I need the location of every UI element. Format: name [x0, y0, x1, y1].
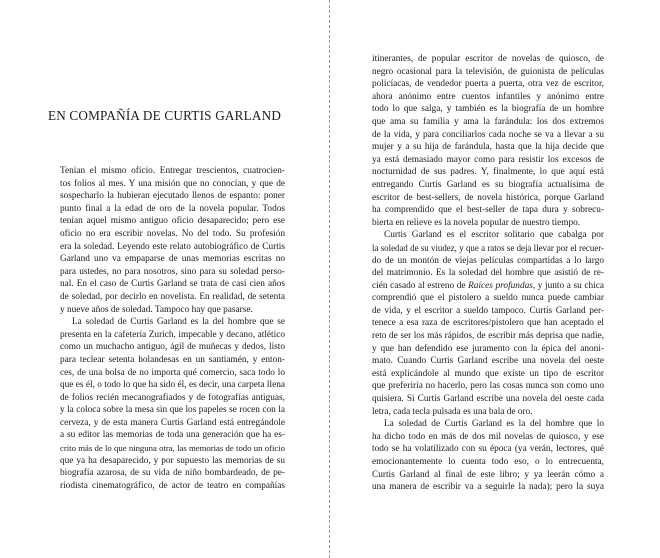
paragraph: [60, 316, 285, 492]
text-line: todo lo que salga, y también es la biografía de un hombre: [372, 104, 604, 115]
paragraph: [372, 229, 604, 418]
text-line: y nueve años de soledad. Tampoco hay que pasarse.: [60, 304, 253, 315]
text-line: bierta en relieve es la novela popular de nuestro tiempo.: [372, 217, 581, 228]
text-line: oficio no era escribir novelas. No del todo. Su profesión: [60, 228, 285, 239]
left-page: [0, 0, 329, 558]
paragraph: [372, 418, 604, 494]
chapter-title: EN COMPAÑÍA DE CURTIS GARLAND: [47, 108, 282, 123]
left-page-text: [60, 165, 285, 492]
text-line: de soledad, por decirlo en novelista. En realidad, de setenta: [60, 291, 285, 302]
text-line: ahora anónimo entre cuentos infantiles y anónimo entre: [372, 91, 604, 102]
text-line: Garland uno va empaparse de unas memorias escritas no: [60, 254, 285, 265]
text-line: ya está demasiado mayor como para resistir los excesos de: [372, 154, 604, 165]
text-line: comprendió que el pistolero a sueldo nunca puede cambiar: [372, 293, 604, 304]
text-line: tos folios al mes. Y una misión que no conocían, y que de: [60, 178, 285, 189]
text-line: sospecharlo la hubieran ejecutado llenos de espanto: poner: [60, 191, 285, 202]
text-line: todo se ha volatilizado con su época (ya verán, lectores, qué: [372, 444, 604, 455]
text-line: emocionantemente lo cuenta todo eso, o lo entrecuenta,: [372, 457, 604, 467]
text-line: quisiera. Si Curtis Garland escribe una novela del oeste cada: [372, 394, 604, 405]
text-line: nocturnidad de sus padres. Y, finalmente, lo que aquí está: [372, 167, 604, 178]
text-line: a su editor las memorias de toda una generación que ha es-: [60, 430, 285, 441]
text-line: que ya ha desaparecido, y por supuesto las memorias de su: [60, 455, 285, 466]
text-line: la soledad de su viudez, y que a ratos se deja llevar por el recuer-: [372, 242, 604, 253]
text-line: para teclear setenta holandesas en un santiamén, y enton-: [60, 354, 285, 365]
text-line: para ustedes, no para nosotros, sino para su soledad perso-: [60, 266, 285, 277]
text-line: como un muchacho antiguo, ágil de muñecas y dedos, listo: [60, 342, 285, 353]
text-line: Curtis Garland al final de este libro; y ya leerán cómo a: [372, 469, 604, 480]
text-line: escritor de best-sellers, de novela histórica, porque Garland: [372, 192, 604, 203]
text-line: tenece a esa raza de escritores/pistolero que han aceptado el: [372, 318, 604, 329]
text-line: biografía azarosa, de su vida de niño bombardeado, de pe-: [60, 468, 285, 479]
text-line: de la vida, y para conciliarlos cada noche se va a llevar a su: [372, 129, 604, 140]
text-line: crito más de lo que ninguna otra, las memorias de todo un oficio: [60, 443, 285, 454]
text-line: Curtis Garland es el escritor solitario que cabalga por: [384, 230, 604, 241]
text-line: que es él, o todo lo que ha sido él, es decir, una carpeta llena: [60, 380, 285, 391]
text-line: que preferiría no hacerlo, pero las cosas nunca son como uno: [372, 381, 604, 392]
text-line: de folios recién mecanografiados y de fotografías antiguas,: [60, 392, 285, 403]
text-line: era la soledad. Leyendo este relato autobiográfico de Curtis: [60, 241, 285, 252]
text-line: una manera de escribir va a seguirle la nada); pero la suya: [372, 482, 604, 493]
text-line: nal. En el caso de Curtis Garland se trata de casi cien años: [60, 279, 285, 290]
text-line: letra, cada tecla pulsada es una bala de oro.: [372, 406, 533, 417]
text-line: entregando Curtis Garland es su biografía actualísima de: [372, 179, 604, 190]
text-line: reto de ser los más rápidos, de escribir más deprisa que nadie,: [372, 331, 604, 342]
text-line: Tenían el mismo oficio. Entregar trescientos, cuatrocien-: [60, 166, 285, 176]
text-line: negro ocasional para la televisión, de guionista de películas: [372, 66, 604, 77]
paragraph: [60, 165, 285, 316]
text-line: ces, de una bolsa de no importa qué comercio, saca todo lo: [60, 367, 285, 378]
film-title: Raíces profundas: [468, 280, 533, 291]
text-line: de vida, y el escritor a sueldo tampoco. Curtis Garland per-: [372, 305, 604, 316]
text-line: mato. Cuando Curtis Garland escribe una novela del oeste: [372, 356, 604, 367]
text-line: policíacas, de vendedor puerta a puerta, otra vez de escritor,: [372, 79, 604, 90]
text-line: está explicándole al mundo que existe un tipo de escritor: [372, 368, 604, 379]
text-line: itinerantes, de popular escritor de novelas de quiosco, de: [372, 54, 604, 64]
text-line: punto final a la edad de oro de la novela popular. Todos: [60, 203, 285, 214]
text-line: mujer y a su hija de farándula, hasta que la hija decide que: [372, 142, 604, 153]
text-line: del matrimonio. Es la soledad del hombre que asistió de re-: [372, 268, 604, 279]
text-line: ha dicho todo en más de dos mil novelas de quiosco, y ese: [372, 431, 604, 442]
text-line: presenta en la cafetería Zurich, impecable y decano, atlético: [60, 329, 285, 340]
text-line: cerveza, y de esta manera Curtis Garland está entregándole: [60, 417, 285, 428]
text-line: y la coloca sobre la mesa sin que los papeles se rocen con la: [60, 405, 285, 416]
text-line: La soledad de Curtis Garland es la del hombre que lo: [384, 419, 604, 430]
page-gutter-divider: [329, 0, 330, 558]
text-line: riodista cinematográfico, de actor de teatro en compañías: [60, 480, 285, 491]
right-page-text: [372, 53, 604, 494]
text-line: do de un montón de viejas películas compartidas a lo largo: [372, 255, 604, 266]
text-line: cién casado al estreno de Raíces profundas, y junto a su chica: [372, 280, 604, 291]
text-line: y que han defendido ese juramento con la épica del anoni-: [372, 343, 604, 354]
text-line: que ama su familia y ama la farándula: los dos extremos: [372, 116, 604, 127]
text-line: tenían aquel mismo antiguo oficio desaparecido; pero ese: [60, 216, 285, 227]
paragraph: [372, 53, 604, 229]
text-line: La soledad de Curtis Garland es la del hombre que se: [72, 317, 285, 328]
text-line: ha comprendido que el best-seller de tapa dura y sobrecu-: [372, 205, 604, 216]
